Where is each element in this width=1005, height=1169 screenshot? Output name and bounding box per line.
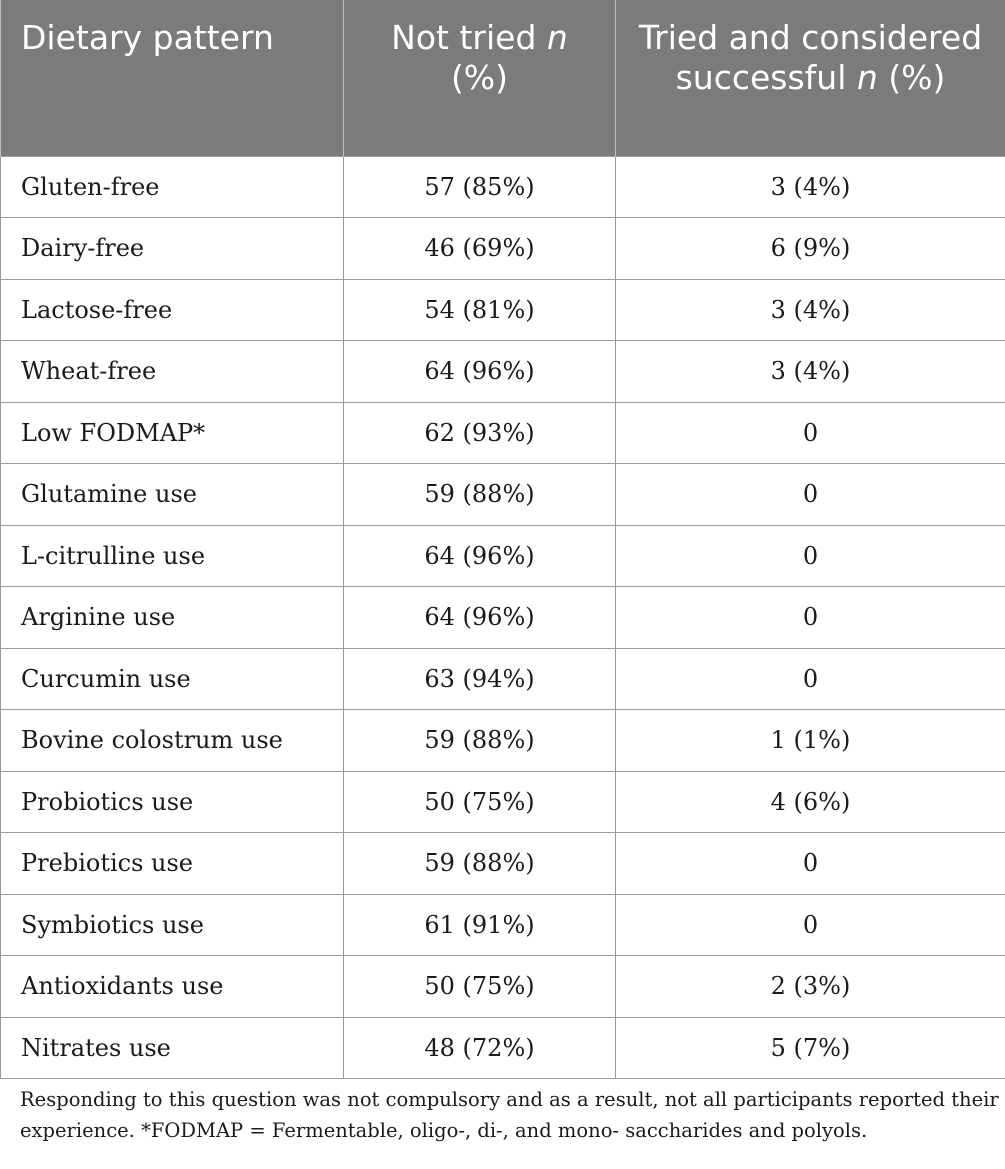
cell-pattern: Bovine colostrum use — [1, 710, 344, 772]
table-row — [1, 464, 1005, 526]
header-not-tried-percent: (%) — [450, 58, 509, 97]
cell-pattern: Arginine use — [1, 587, 344, 649]
cell-pattern: Nitrates use — [1, 1017, 344, 1079]
table-header — [1, 0, 1005, 156]
header-not-tried-label: Not tried — [391, 18, 547, 57]
cell-pattern: Glutamine use — [1, 464, 344, 526]
cell-pattern: Symbiotics use — [1, 894, 344, 956]
cell-successful: 2 (3%) — [616, 956, 1005, 1018]
cell-pattern: Antioxidants use — [1, 956, 344, 1018]
header-not-tried-n: n — [546, 18, 568, 57]
header-dietary-pattern — [1, 0, 344, 156]
cell-successful: 0 — [616, 833, 1005, 895]
cell-successful: 0 — [616, 464, 1005, 526]
cell-successful: 0 — [616, 525, 1005, 587]
cell-not-tried: 59 (88%) — [344, 833, 616, 895]
cell-not-tried: 54 (81%) — [344, 279, 616, 341]
cell-successful: 0 — [616, 587, 1005, 649]
cell-not-tried: 63 (94%) — [344, 648, 616, 710]
cell-pattern: Gluten-free — [1, 156, 344, 218]
cell-not-tried: 59 (88%) — [344, 710, 616, 772]
cell-pattern: Prebiotics use — [1, 833, 344, 895]
table-row — [1, 402, 1005, 464]
cell-pattern: Dairy-free — [1, 218, 344, 280]
table-row — [1, 156, 1005, 218]
cell-not-tried: 46 (69%) — [344, 218, 616, 280]
cell-pattern: Wheat-free — [1, 341, 344, 403]
cell-not-tried: 50 (75%) — [344, 771, 616, 833]
table-row — [1, 710, 1005, 772]
header-row — [1, 0, 1005, 156]
table-row — [1, 771, 1005, 833]
cell-not-tried: 59 (88%) — [344, 464, 616, 526]
cell-successful: 6 (9%) — [616, 218, 1005, 280]
cell-not-tried: 50 (75%) — [344, 956, 616, 1018]
table-row — [1, 341, 1005, 403]
cell-successful: 0 — [616, 648, 1005, 710]
header-tried-successful-label: Tried and considered successful — [638, 18, 983, 97]
cell-not-tried: 64 (96%) — [344, 525, 616, 587]
cell-successful: 1 (1%) — [616, 710, 1005, 772]
table-footnote: Responding to this question was not compulsory and as a result, not all participants reported their experience. *FODMAP = Fermentable, oligo-, di-, and mono- saccharides and polyols. — [20, 1088, 999, 1142]
cell-not-tried: 64 (96%) — [344, 341, 616, 403]
cell-pattern: Lactose-free — [1, 279, 344, 341]
cell-successful: 3 (4%) — [616, 341, 1005, 403]
cell-pattern: L-citrulline use — [1, 525, 344, 587]
table-body — [1, 156, 1005, 1079]
cell-successful: 4 (6%) — [616, 771, 1005, 833]
table-row — [1, 1017, 1005, 1079]
cell-successful: 5 (7%) — [616, 1017, 1005, 1079]
header-not-tried — [344, 0, 616, 156]
cell-not-tried: 61 (91%) — [344, 894, 616, 956]
header-tried-successful — [616, 0, 1005, 156]
table-row — [1, 525, 1005, 587]
table-row — [1, 894, 1005, 956]
cell-not-tried: 62 (93%) — [344, 402, 616, 464]
table-row — [1, 833, 1005, 895]
cell-not-tried: 57 (85%) — [344, 156, 616, 218]
cell-not-tried: 48 (72%) — [344, 1017, 616, 1079]
table-row — [1, 587, 1005, 649]
table-row — [1, 218, 1005, 280]
cell-pattern: Low FODMAP* — [1, 402, 344, 464]
cell-not-tried: 64 (96%) — [344, 587, 616, 649]
cell-pattern: Curcumin use — [1, 648, 344, 710]
table-row — [1, 648, 1005, 710]
cell-pattern: Probiotics use — [1, 771, 344, 833]
header-tried-successful-n: n — [856, 58, 878, 97]
table-row — [1, 956, 1005, 1018]
header-tried-successful-percent: (%) — [877, 58, 946, 97]
cell-successful: 0 — [616, 894, 1005, 956]
cell-successful: 3 (4%) — [616, 156, 1005, 218]
header-dietary-pattern-label: Dietary pattern — [21, 18, 274, 57]
cell-successful: 0 — [616, 402, 1005, 464]
table-row — [1, 279, 1005, 341]
cell-successful: 3 (4%) — [616, 279, 1005, 341]
